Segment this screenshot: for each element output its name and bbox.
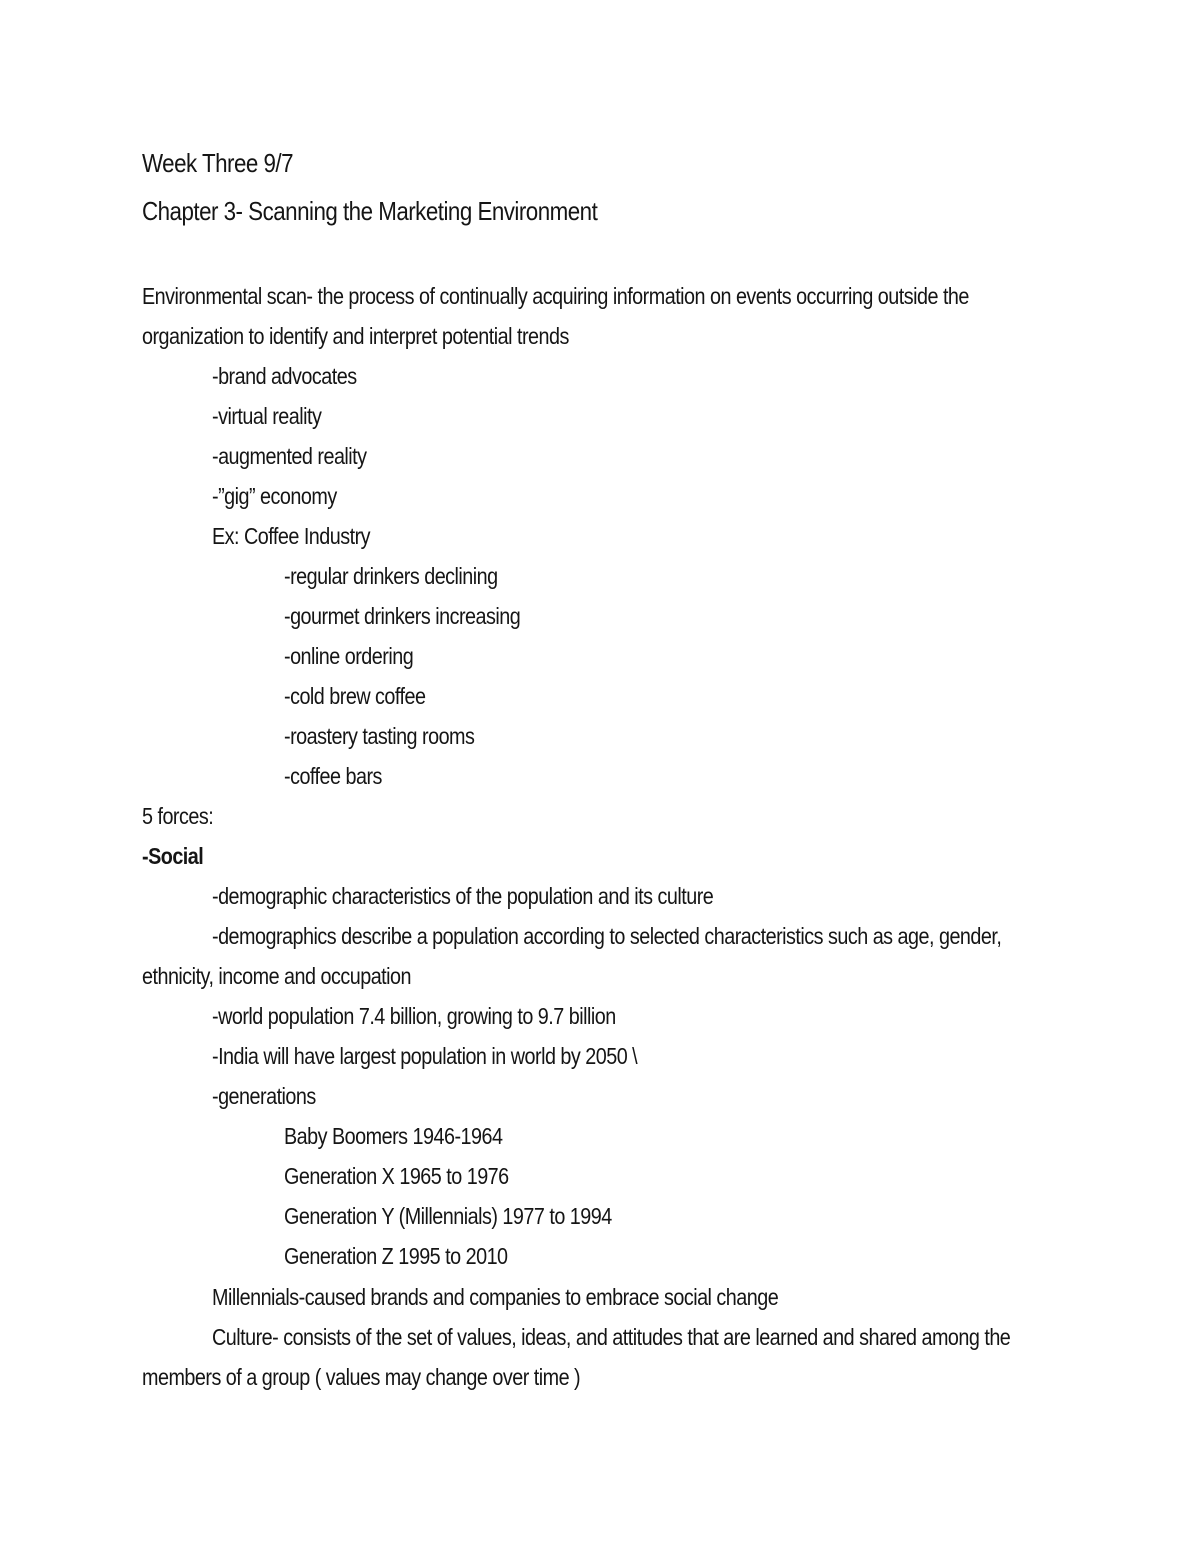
trend-item: -”gig” economy — [212, 483, 337, 509]
coffee-item: -online ordering — [284, 643, 414, 669]
coffee-item: -gourmet drinkers increasing — [284, 603, 521, 629]
social-item: -demographic characteristics of the population and its culture — [212, 883, 714, 909]
social-item: -generations — [212, 1083, 316, 1109]
forces-label: 5 forces: — [142, 803, 214, 829]
social-item-continuation: ethnicity, income and occupation — [142, 963, 412, 989]
example-label: Ex: Coffee Industry — [212, 523, 371, 549]
social-item: -India will have largest population in world by 2050 \ — [212, 1043, 638, 1069]
env-scan-definition-line-1: Environmental scan- the process of continually acquiring information on events occurring outside the — [142, 283, 969, 309]
generation-item: Generation Y (Millennials) 1977 to 1994 — [284, 1203, 612, 1229]
chapter-title: Chapter 3- Scanning the Marketing Environment — [142, 196, 598, 226]
culture-definition-line-2: members of a group ( values may change over time ) — [142, 1364, 581, 1390]
social-item: -demographics describe a population according to selected characteristics such as age, gender, — [212, 923, 1002, 949]
millennials-note: Millennials-caused brands and companies to embrace social change — [212, 1284, 779, 1310]
env-scan-definition-line-2: organization to identify and interpret potential trends — [142, 323, 569, 349]
trend-item: -augmented reality — [212, 443, 367, 469]
trend-item: -brand advocates — [212, 363, 357, 389]
culture-definition-line-1: Culture- consists of the set of values, ideas, and attitudes that are learned and shared among the — [212, 1324, 1011, 1350]
generation-item: Generation Z 1995 to 2010 — [284, 1243, 508, 1269]
social-item: -world population 7.4 billion, growing to 9.7 billion — [212, 1003, 616, 1029]
coffee-item: -coffee bars — [284, 763, 382, 789]
trend-item: -virtual reality — [212, 403, 322, 429]
coffee-item: -regular drinkers declining — [284, 563, 498, 589]
page-heading: Week Three 9/7 — [142, 148, 294, 178]
coffee-item: -cold brew coffee — [284, 683, 426, 709]
generation-item: Generation X 1965 to 1976 — [284, 1163, 509, 1189]
social-heading: -Social — [142, 843, 204, 869]
coffee-item: -roastery tasting rooms — [284, 723, 475, 749]
generation-item: Baby Boomers 1946-1964 — [284, 1123, 503, 1149]
